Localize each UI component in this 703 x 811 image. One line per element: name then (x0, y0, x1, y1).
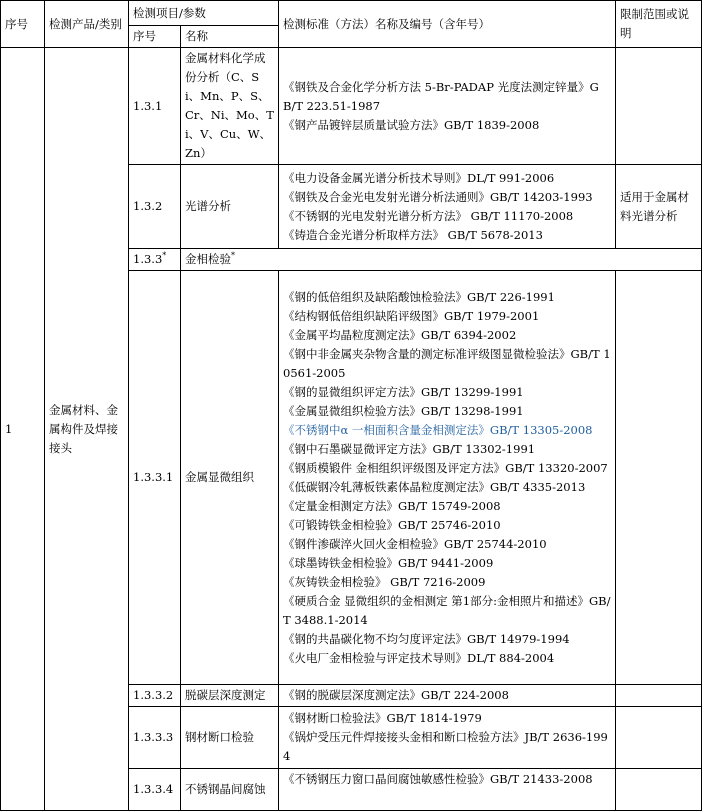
standard-line: 《不锈钢的光电发射光谱分析方法》 GB/T 11170-2008 (283, 208, 574, 223)
header-seq: 序号 (1, 1, 45, 48)
row-product: 金属材料、金属构件及焊接接头 (45, 48, 129, 811)
standard-line: 《火电厂金相检验与评定技术导则》DL/T 884-2004 (283, 650, 555, 665)
item-standards (279, 165, 616, 249)
item-code: 1.3.3.4 (129, 769, 181, 811)
standard-line: 《钢的脱碳层深度测定法》GB/T 224-2008 (283, 688, 509, 702)
standard-line: 《铸造合金光谱分析取样方法》 GB/T 5678-2013 (283, 227, 543, 242)
standard-line: 《钢的共晶碳化物不均匀度评定法》GB/T 14979-1994 (283, 631, 570, 646)
item-code: 1.3.3.1 (129, 271, 181, 685)
item-limit (616, 271, 702, 685)
item-limit (616, 685, 702, 707)
header-item-seq: 序号 (129, 26, 181, 48)
item-name: 光谱分析 (181, 165, 279, 249)
item-standards (279, 271, 616, 685)
standard-line: 《金属平均晶粒度测定法》GB/T 6394-2002 (283, 327, 517, 342)
item-standards (279, 48, 616, 165)
standard-line: 《低碳钢冷轧薄板铁素体晶粒度测定法》GB/T 4335-2013 (283, 479, 586, 494)
standard-line: 《钢件渗碳淬火回火金相检验》GB/T 25744-2010 (283, 536, 547, 551)
header-row (1, 1, 702, 26)
item-limit (616, 48, 702, 165)
table-row (1, 48, 702, 165)
standard-line: 《钢材断口检验法》GB/T 1814-1979 (283, 711, 482, 725)
standard-line: 《钢的显微组织评定方法》GB/T 13299-1991 (283, 384, 524, 399)
standard-line: 《钢中非金属夹杂物含量的测定标准评级图显微检验法》GB/T 10561-2005 (283, 346, 611, 380)
item-code-text: 1.3.3 (133, 252, 163, 266)
item-name: 不锈钢晶间腐蚀 (181, 769, 279, 811)
item-name-text: 金相检验 (185, 252, 231, 266)
standard-line: 《钢质模锻件 金相组织评级图及评定方法》GB/T 13320-2007 (283, 460, 608, 475)
item-name: 金属显微组织 (181, 271, 279, 685)
row-seq: 1 (1, 48, 45, 811)
item-standards (279, 685, 616, 707)
standard-line: 《球墨铸铁金相检验》GB/T 9441-2009 (283, 555, 494, 570)
item-code: 1.3.2 (129, 165, 181, 249)
standard-line: 《可锻铸铁金相检验》GB/T 25746-2010 (283, 517, 501, 532)
standard-line: 《灰铸铁金相检验》 GB/T 7216-2009 (283, 574, 486, 589)
header-item-group: 检测项目/参数 (129, 1, 279, 26)
standard-line: 《电力设备金属光谱分析技术导则》DL/T 991-2006 (283, 170, 555, 185)
item-limit: 适用于金属材料光谱分析 (616, 165, 702, 249)
item-code: 1.3.3.2 (129, 685, 181, 707)
item-limit (616, 769, 702, 811)
standard-line: 《硬质合金 显微组织的金相测定 第1部分:金相照片和描述》GB/T 3488.1-2014 (283, 593, 611, 627)
standard-line: 《锅炉受压元件焊接接头金相和断口检验方法》JB/T 2636-1994 (283, 730, 608, 763)
header-standard: 检测标准（方法）名称及编号（含年号） (279, 1, 616, 48)
item-name: 脱碳层深度测定 (181, 685, 279, 707)
header-limit: 限制范围或说明 (616, 1, 702, 48)
standard-line: 《不锈钢压力窗口晶间腐蚀敏感性检验》GB/T 21433-2008 (283, 772, 593, 786)
standard-line: 《不锈钢中α 一相面积含量金相测定法》GB/T 13305-2008 (283, 422, 593, 437)
item-name: 钢材断口检验 (181, 707, 279, 769)
standard-line: 《结构钢低倍组织缺陷评级图》GB/T 1979-2001 (283, 308, 540, 323)
header-product: 检测产品/类别 (45, 1, 129, 48)
standard-line: 《钢铁及合金化学分析方法 5-Br-PADAP 光度法测定锌量》GB/T 223.51-1987 (283, 79, 599, 113)
item-standards (279, 769, 616, 811)
header-item-name: 名称 (181, 26, 279, 48)
item-code: 1.3.1 (129, 48, 181, 165)
item-name: 金属材料化学成份分析（C、Si、Mn、P、S、Cr、Ni、Mo、Ti、V、Cu、W、Zn） (181, 48, 279, 165)
item-code: 1.3.3.3 (129, 707, 181, 769)
item-code-mark: * (162, 251, 167, 261)
item-code (129, 249, 181, 271)
standard-line: 《钢产品镀锌层质量试验方法》GB/T 1839-2008 (283, 117, 540, 132)
item-name-mark: * (231, 251, 235, 261)
standard-line: 《钢铁及合金光电发射光谱分析法通则》GB/T 14203-1993 (283, 189, 593, 204)
standard-line: 《钢的低倍组织及缺陷酸蚀检验法》GB/T 226-1991 (283, 289, 555, 304)
item-name (181, 249, 702, 271)
item-standards (279, 707, 616, 769)
standard-line: 《定量金相测定方法》GB/T 15749-2008 (283, 498, 501, 513)
item-limit (616, 707, 702, 769)
standard-line: 《钢中石墨碳显微评定方法》GB/T 13302-1991 (283, 441, 536, 456)
standard-line: 《金属显微组织检验方法》GB/T 13298-1991 (283, 403, 524, 418)
